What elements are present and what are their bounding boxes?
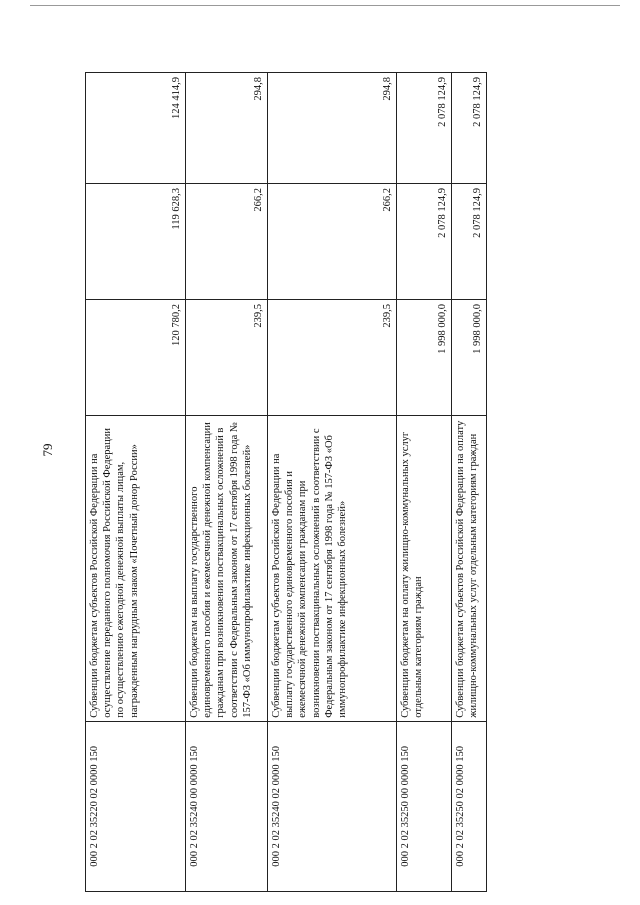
amount-year-2: 266,2 <box>268 184 397 300</box>
amount-year-3: 294,8 <box>186 73 268 184</box>
budget-table <box>85 72 487 892</box>
top-rule <box>30 5 620 6</box>
amount-year-1: 120 780,2 <box>86 299 186 415</box>
amount-year-2: 266,2 <box>186 184 268 300</box>
budget-code: 000 2 02 35240 00 0000 150 <box>186 721 268 891</box>
table-row <box>86 73 186 892</box>
amount-year-2: 119 628,3 <box>86 184 186 300</box>
item-name: Субвенции бюджетам субъектов Российской Федерации на осуществление переданного полномочия Российской Федерации по осуществлению ежегодной денежной выплаты лицам, награжденным нагрудным знаком «Почетный донор России» <box>86 415 186 721</box>
budget-code: 000 2 02 35220 02 0000 150 <box>86 721 186 891</box>
amount-year-3: 2 078 124,9 <box>452 73 487 184</box>
table-row <box>397 73 452 892</box>
item-name: Субвенции бюджетам субъектов Российской Федерации на оплату жилищно-коммунальных услуг отдельным категориям граждан <box>452 415 487 721</box>
item-name: Субвенции бюджетам на оплату жилищно-коммунальных услуг отдельным категориям граждан <box>397 415 452 721</box>
amount-year-1: 239,5 <box>268 299 397 415</box>
amount-year-1: 239,5 <box>186 299 268 415</box>
amount-year-1: 1 998 000,0 <box>452 299 487 415</box>
item-name: Субвенции бюджетам субъектов Российской Федерации на выплату государственного единовременного пособия и ежемесячной денежной компенсации гражданам при возникновении поствакцинальных осложнений в соответствии с Федеральным законом от 17 сентября 1998 года № 157-ФЗ «Об иммунопрофилактике инфекционных болезней» <box>268 415 397 721</box>
budget-code: 000 2 02 35250 02 0000 150 <box>452 721 487 891</box>
amount-year-2: 2 078 124,9 <box>397 184 452 300</box>
table-row <box>186 73 268 892</box>
budget-code: 000 2 02 35240 02 0000 150 <box>268 721 397 891</box>
rotated-page <box>85 72 535 892</box>
budget-code: 000 2 02 35250 00 0000 150 <box>397 721 452 891</box>
table-row <box>268 73 397 892</box>
amount-year-3: 124 414,9 <box>86 73 186 184</box>
page-number: 79 <box>40 443 55 457</box>
amount-year-3: 294,8 <box>268 73 397 184</box>
amount-year-3: 2 078 124,9 <box>397 73 452 184</box>
table-row <box>452 73 487 892</box>
item-name: Субвенции бюджетам на выплату государственного единовременного пособия и ежемесячной денежной компенсации гражданам при возникновении поствакцинальных осложнений в соответствии с Федеральным законом от 17 сентября 1998 года № 157-ФЗ «Об иммунопрофилактике инфекционных болезней» <box>186 415 268 721</box>
amount-year-2: 2 078 124,9 <box>452 184 487 300</box>
amount-year-1: 1 998 000,0 <box>397 299 452 415</box>
